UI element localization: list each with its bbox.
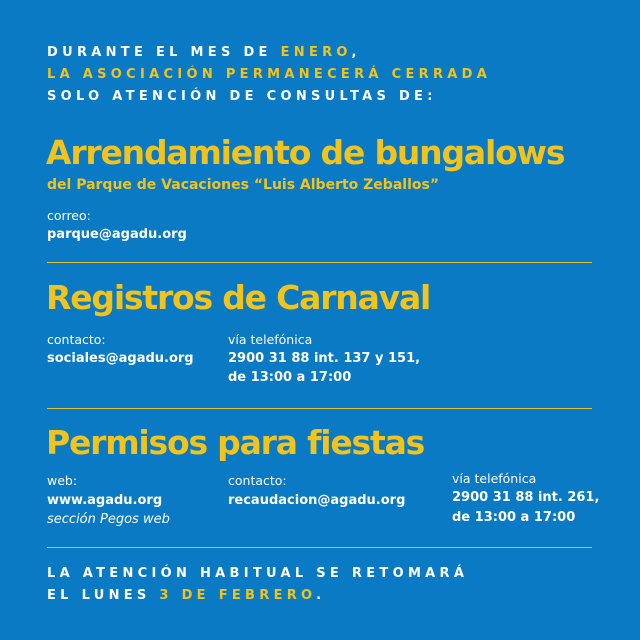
header-line-1 bbox=[47, 45, 361, 60]
bungalows-email-label: correo: bbox=[47, 208, 91, 223]
carnaval-phone-line-2: de 13:00 a 17:00 bbox=[228, 370, 352, 385]
fiestas-phone-line-1: 2900 31 88 int. 261, bbox=[452, 490, 600, 505]
footer-line-1: LA ATENCIÓN HABITUAL SE RETOMARÁ bbox=[47, 566, 469, 581]
bungalows-subtitle: del Parque de Vacaciones “Luis Alberto Zeballos” bbox=[47, 177, 440, 193]
fiestas-phone-line-2: de 13:00 a 17:00 bbox=[452, 510, 576, 525]
footer-line-2 bbox=[47, 588, 325, 603]
fiestas-phone-label: vía telefónica bbox=[452, 471, 537, 486]
header-line-2: LA ASOCIACIÓN PERMANECERÁ CERRADA bbox=[47, 67, 492, 82]
divider-2 bbox=[47, 408, 592, 409]
fiestas-contact-link[interactable]: recaudacion@agadu.org bbox=[228, 493, 406, 508]
footer-line-2-text: EL LUNES bbox=[47, 588, 160, 603]
divider-1 bbox=[47, 262, 592, 263]
fiestas-web-note: sección Pegos web bbox=[47, 512, 170, 527]
header-line-3: SOLO ATENCIÓN DE CONSULTAS DE: bbox=[47, 89, 437, 104]
footer-date: 3 DE FEBRERO bbox=[159, 588, 317, 603]
footer-period: . bbox=[316, 588, 326, 603]
carnaval-phone-line-1: 2900 31 88 int. 137 y 151, bbox=[228, 351, 421, 366]
header-month: ENERO bbox=[280, 45, 352, 60]
bungalows-email-link[interactable]: parque@agadu.org bbox=[47, 227, 187, 242]
fiestas-title: Permisos para fiestas bbox=[46, 423, 425, 462]
carnaval-title: Registros de Carnaval bbox=[46, 278, 431, 317]
fiestas-web-link[interactable]: www.agadu.org bbox=[47, 493, 163, 508]
carnaval-phone-label: vía telefónica bbox=[228, 332, 313, 347]
divider-3 bbox=[47, 547, 592, 548]
fiestas-contact-label: contacto: bbox=[228, 473, 287, 488]
header-line-1-text: DURANTE EL MES DE bbox=[47, 45, 281, 60]
fiestas-web-label: web: bbox=[47, 473, 78, 488]
carnaval-contact-label: contacto: bbox=[47, 332, 106, 347]
carnaval-contact-link[interactable]: sociales@agadu.org bbox=[47, 351, 194, 366]
header-comma: , bbox=[351, 45, 361, 60]
bungalows-title: Arrendamiento de bungalows bbox=[46, 133, 565, 172]
